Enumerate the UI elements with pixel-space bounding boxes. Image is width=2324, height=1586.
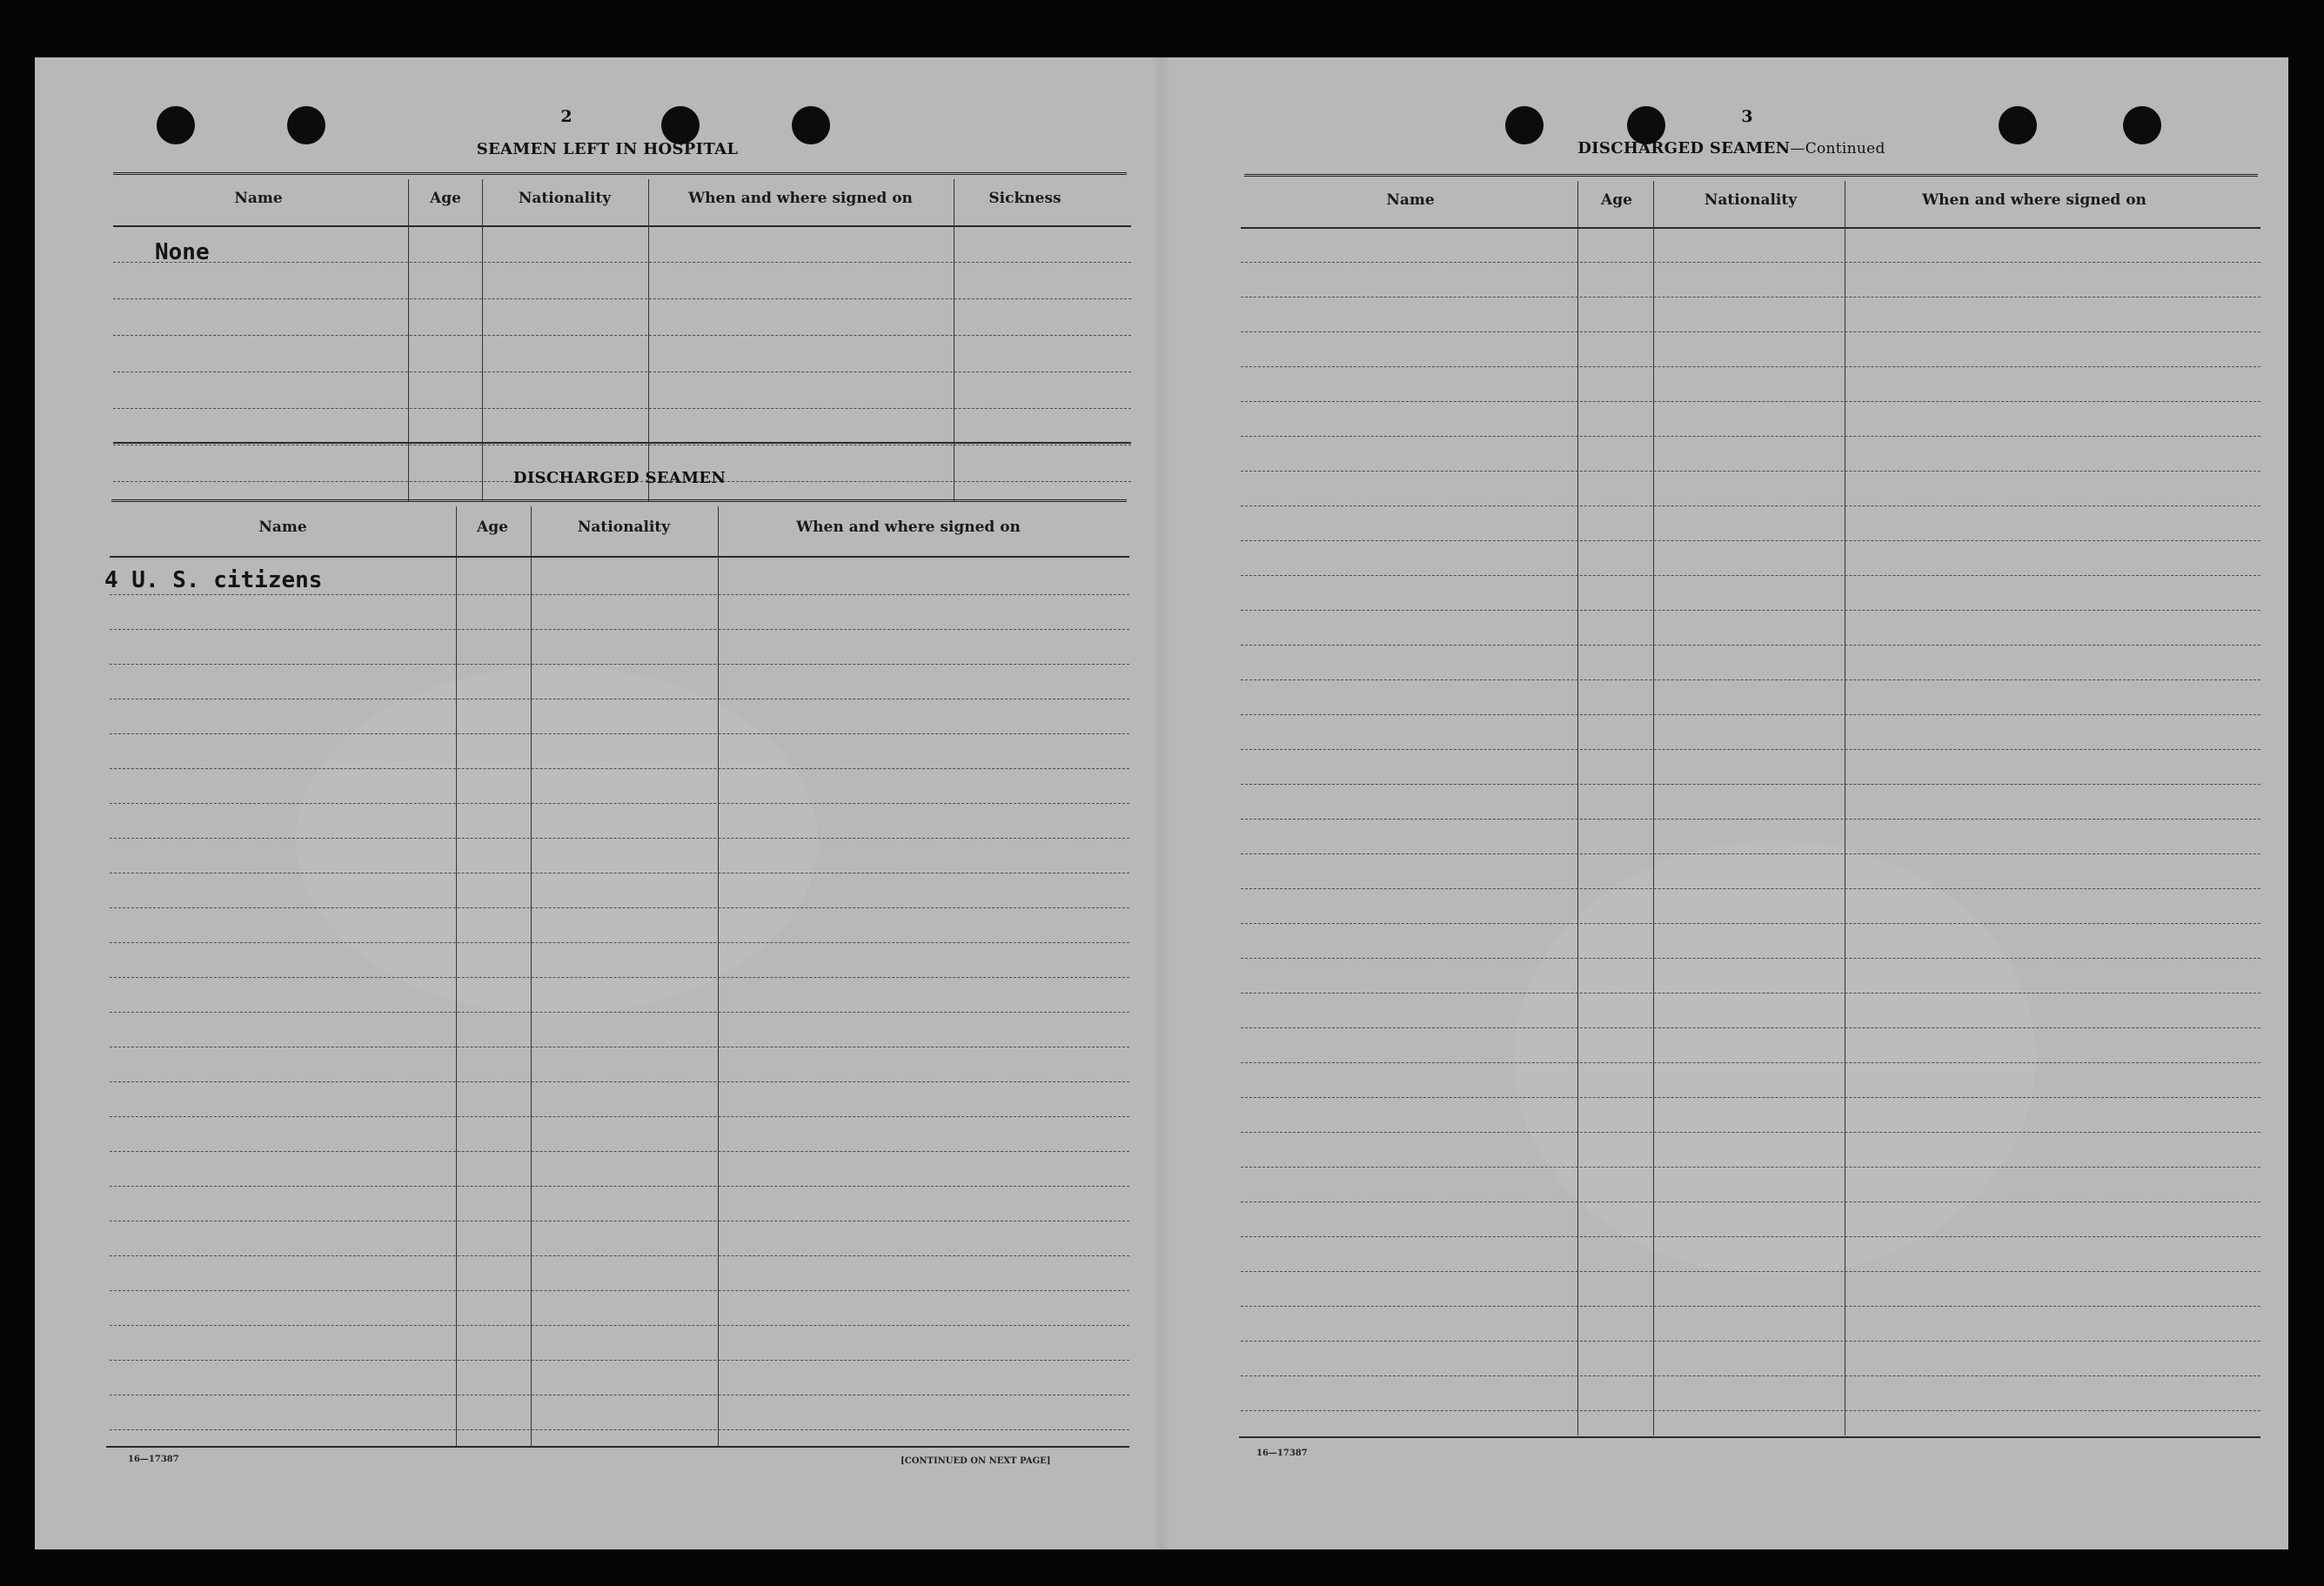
hospital-section-title: SEAMEN LEFT IN HOSPITAL xyxy=(476,140,739,158)
continued-note: [CONTINUED ON NEXT PAGE] xyxy=(901,1456,1051,1466)
punch-hole xyxy=(1999,106,2037,144)
row-rule xyxy=(1241,1341,2260,1342)
row-rule xyxy=(1241,1410,2260,1411)
row-rule xyxy=(110,1081,1129,1082)
typed-entry: 4 U. S. citizens xyxy=(104,567,323,593)
column-header-nationality: Nationality xyxy=(1704,191,1798,209)
punch-hole xyxy=(2123,106,2161,144)
row-rule xyxy=(1241,297,2260,298)
column-header-signed-on: When and where signed on xyxy=(1922,191,2147,209)
row-rule xyxy=(113,371,1131,372)
row-rule xyxy=(1241,888,2260,889)
row-rule xyxy=(1241,749,2260,750)
header-divider xyxy=(110,556,1129,558)
discharged-title-main: DISCHARGED SEAMEN xyxy=(1577,139,1791,157)
column-header-name: Name xyxy=(1386,191,1435,209)
row-rule xyxy=(110,942,1129,943)
table-bottom-border xyxy=(106,1446,1129,1448)
page-number: 3 xyxy=(1741,107,1753,126)
form-number: 16—17387 xyxy=(128,1455,179,1464)
paper-texture xyxy=(296,666,818,1014)
table-top-border xyxy=(111,499,1127,502)
row-rule xyxy=(110,733,1129,734)
row-rule xyxy=(110,629,1129,630)
typed-entry: None xyxy=(155,239,210,265)
column-header-age: Age xyxy=(477,519,508,536)
row-rule xyxy=(1241,401,2260,402)
table-top-border xyxy=(1244,174,2258,177)
column-divider xyxy=(1577,181,1578,1435)
row-rule xyxy=(1241,645,2260,646)
row-rule xyxy=(1241,1375,2260,1376)
row-rule xyxy=(1241,471,2260,472)
discharged-continued-title xyxy=(1577,139,1885,157)
table-bottom-border xyxy=(1239,1436,2260,1438)
row-rule xyxy=(1241,1097,2260,1098)
form-number: 16—17387 xyxy=(1256,1449,1308,1458)
punch-hole xyxy=(1505,106,1544,144)
column-header-age: Age xyxy=(1601,191,1632,209)
row-rule xyxy=(1241,784,2260,785)
row-rule xyxy=(1241,366,2260,367)
row-rule xyxy=(110,1360,1129,1361)
paper-texture xyxy=(1514,840,2036,1275)
row-rule xyxy=(110,1116,1129,1117)
row-rule xyxy=(113,335,1131,336)
header-divider xyxy=(1241,227,2260,229)
punch-hole xyxy=(661,106,700,144)
column-header-nationality: Nationality xyxy=(577,519,671,536)
punch-hole xyxy=(792,106,830,144)
row-rule xyxy=(1241,714,2260,715)
row-rule xyxy=(1241,679,2260,680)
column-header-name: Name xyxy=(258,519,307,536)
header-divider xyxy=(113,225,1131,227)
row-rule xyxy=(1241,1062,2260,1063)
row-rule xyxy=(1241,819,2260,820)
row-rule xyxy=(1241,1271,2260,1272)
row-rule xyxy=(1241,505,2260,506)
row-rule xyxy=(1241,1306,2260,1307)
document-sheet xyxy=(35,57,2288,1549)
row-rule xyxy=(110,594,1129,595)
column-divider xyxy=(531,506,532,1446)
row-rule xyxy=(113,298,1131,299)
row-rule xyxy=(1241,923,2260,924)
row-rule xyxy=(1241,331,2260,332)
row-rule xyxy=(1241,540,2260,541)
row-rule xyxy=(1241,436,2260,437)
row-rule xyxy=(113,408,1131,409)
row-rule xyxy=(1241,853,2260,854)
row-rule xyxy=(1241,575,2260,576)
row-rule xyxy=(1241,1236,2260,1237)
column-divider xyxy=(1653,181,1654,1435)
row-rule xyxy=(1241,1132,2260,1133)
table-bottom-border xyxy=(113,442,1131,444)
row-rule xyxy=(1241,1167,2260,1168)
column-header-name: Name xyxy=(234,190,283,207)
column-header-signed-on: When and where signed on xyxy=(688,190,913,207)
row-rule xyxy=(110,1151,1129,1152)
column-divider xyxy=(456,506,457,1446)
column-header-nationality: Nationality xyxy=(518,190,612,207)
row-rule xyxy=(110,907,1129,908)
row-rule xyxy=(110,1429,1129,1430)
row-rule xyxy=(113,262,1131,263)
punch-hole xyxy=(157,106,195,144)
row-rule xyxy=(110,1325,1129,1326)
row-rule xyxy=(1241,610,2260,611)
row-rule xyxy=(110,664,1129,665)
row-rule xyxy=(110,838,1129,839)
column-divider xyxy=(718,506,719,1446)
table-top-border xyxy=(113,172,1127,175)
punch-hole xyxy=(287,106,325,144)
column-divider xyxy=(648,179,649,501)
column-header-signed-on: When and where signed on xyxy=(796,519,1021,536)
column-header-age: Age xyxy=(430,190,461,207)
row-rule xyxy=(1241,262,2260,263)
column-header-sickness: Sickness xyxy=(988,190,1062,207)
row-rule xyxy=(1241,1201,2260,1202)
column-divider xyxy=(482,179,483,501)
row-rule xyxy=(110,803,1129,804)
continued-label: —Continued xyxy=(1790,140,1885,157)
row-rule xyxy=(1241,1027,2260,1028)
row-rule xyxy=(1241,993,2260,994)
row-rule xyxy=(110,1186,1129,1187)
page-number: 2 xyxy=(560,107,573,126)
row-rule xyxy=(110,977,1129,978)
row-rule xyxy=(110,768,1129,769)
discharged-section-title: DISCHARGED SEAMEN xyxy=(512,469,727,487)
row-rule xyxy=(110,1290,1129,1291)
row-rule xyxy=(1241,958,2260,959)
column-divider xyxy=(408,179,409,501)
row-rule xyxy=(110,1012,1129,1013)
row-rule xyxy=(110,1255,1129,1256)
